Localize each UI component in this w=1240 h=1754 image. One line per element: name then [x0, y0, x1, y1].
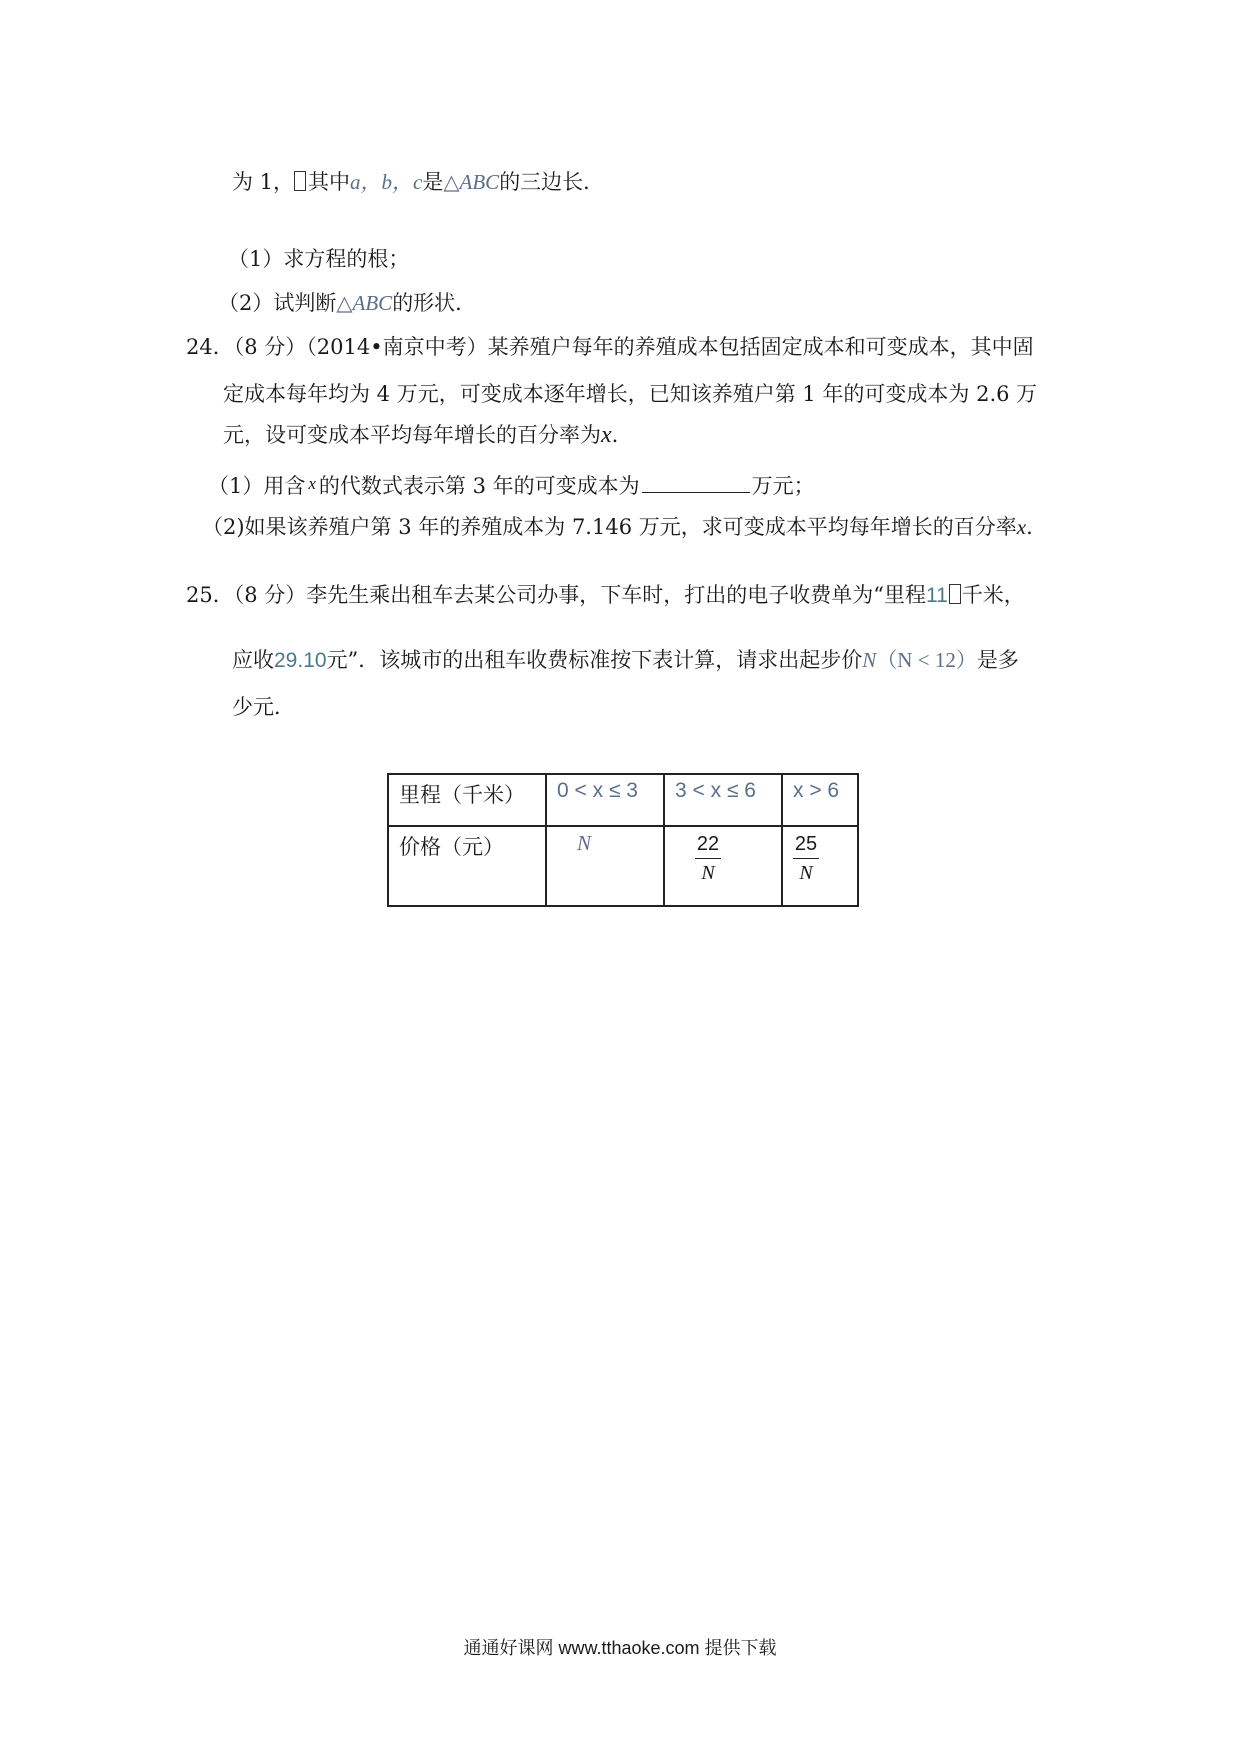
table-cell: N [546, 826, 664, 906]
q23-part1: （1）求方程的根； [228, 247, 410, 271]
table-cell [664, 826, 782, 906]
table-row [388, 826, 858, 906]
q25-line3: 少元． [232, 695, 295, 719]
q25-line1: 25．（8 分）李先生乘出租车去某公司办事，下车时，打出的电子收费单为“里程11 千米， [186, 583, 1025, 607]
q23-continuation: 为 1， 其中a，b，c是△ABC的三边长． [232, 170, 605, 194]
fraction: $\frac{25}{N}$ [794, 833, 818, 884]
q25-line2: 应收29.10元”．该城市的出租车收费标准按下表计算，请求出起步价N（N < 12）是多 [232, 648, 1019, 672]
table-header-cell: 0 < x ≤ 3 [546, 774, 664, 826]
q24-line2: 定成本每年均为 4 万元，可变成本逐年增长，已知该养殖户第 1 年的可变成本为 2.6 万 [223, 382, 1038, 406]
table-header-cell: 里程（千米） [388, 774, 546, 826]
table-header-cell: x > 6 [782, 774, 858, 826]
table-cell [782, 826, 858, 906]
table-cell: 价格（元） [388, 826, 546, 906]
fare-table [387, 773, 859, 907]
footer: 通通好课网 www.tthaoke.com 提供下载 [463, 1638, 777, 1658]
answer-blank[interactable] [642, 472, 750, 493]
table-header-cell: 3 < x ≤ 6 [664, 774, 782, 826]
q24-part1: （1）用含 x 的代数式表示第 3 年的可变成本为 万元； [208, 474, 815, 498]
q24-part2: （2)如果该养殖户第 3 年的养殖成本为 7.146 万元，求可变成本平均每年增长的百分率x. [202, 515, 1033, 539]
q24-line3: 元，设可变成本平均每年增长的百分率为x. [223, 422, 619, 448]
q23-part2: （2）试判断△ABC的形状． [218, 291, 477, 315]
missing-glyph-box [949, 584, 961, 604]
fraction: $\frac{22}{N}$ [696, 833, 720, 884]
table-row [388, 774, 858, 826]
missing-glyph-box [294, 171, 306, 191]
q24-line1: 24．（8 分）（2014•南京中考）某养殖户每年的养殖成本包括固定成本和可变成本，其中固 [186, 335, 1034, 359]
